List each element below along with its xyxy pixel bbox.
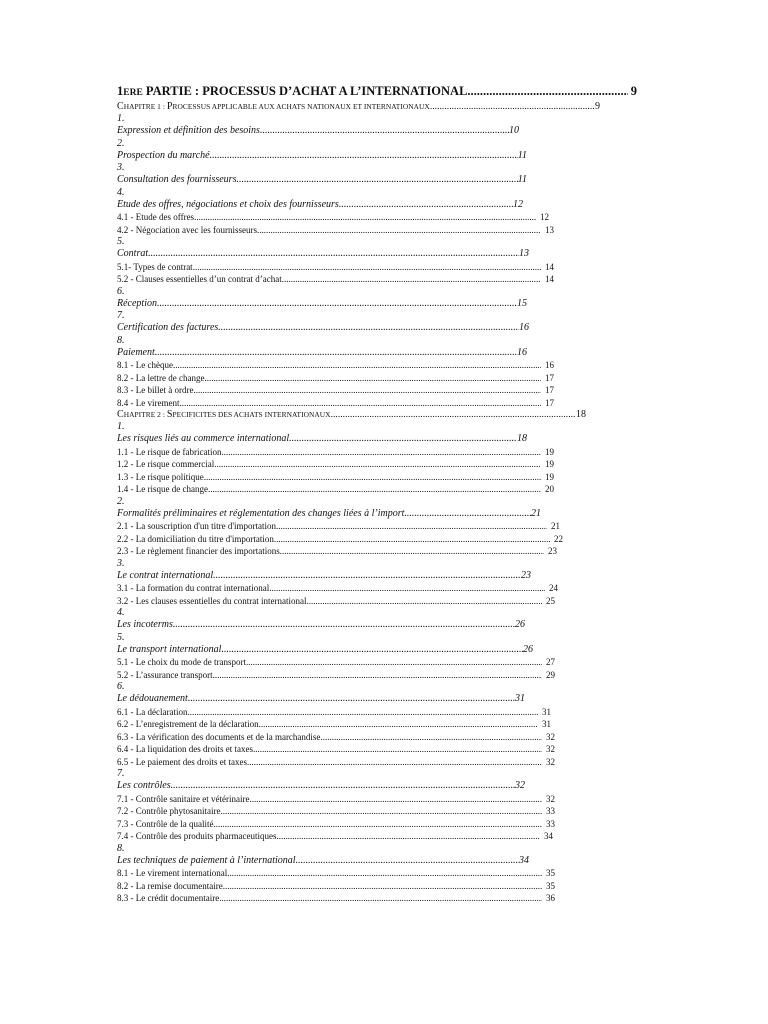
page-number: 32	[546, 744, 555, 754]
page-number: 26	[515, 619, 525, 630]
dot-leader	[236, 174, 517, 187]
dot-leader	[331, 409, 576, 421]
page-number: 17	[545, 397, 554, 408]
page-number: 12	[513, 198, 523, 210]
dot-leader	[467, 82, 627, 101]
page-number: 12	[540, 212, 549, 222]
subsection-entry[interactable]	[117, 756, 555, 769]
section-number: 7.	[117, 310, 125, 321]
entry-title: 1.4 - Le risque de change	[117, 484, 208, 494]
entry-title: 8.1 - Le chèque	[117, 360, 173, 370]
section-entry[interactable]	[117, 644, 533, 657]
entry-title: 1.2 - Le risque commercial	[117, 459, 215, 469]
entry-title: Consultation des fournisseurs	[117, 174, 237, 185]
section-number: 4.	[117, 186, 125, 198]
page-number: 32	[515, 780, 525, 791]
subsection-entry[interactable]	[117, 892, 555, 905]
section-number: 5.	[117, 236, 125, 247]
section-entry[interactable]	[117, 693, 525, 706]
entry-title: 6.3 - La vérification des documents et de la marchandise	[117, 731, 321, 742]
entry-title: 8.2 - La remise documentaire	[117, 880, 223, 891]
entry-title: 4.2 - Négociation avec les fournisseurs	[117, 224, 257, 235]
subsection-entry[interactable]	[117, 731, 555, 744]
entry-title: 5.1- Types de contrat	[117, 261, 193, 272]
section-entry[interactable]	[117, 433, 527, 446]
page-number: 25	[546, 595, 555, 606]
dot-leader	[173, 359, 541, 372]
entry-title: 3.1 - La formation du contrat international	[117, 583, 270, 593]
subsection-entry[interactable]	[117, 224, 554, 237]
section-number: 4.	[117, 607, 125, 618]
section-number: 3.	[117, 162, 125, 173]
table-of-contents	[117, 82, 642, 905]
page-number: 35	[546, 880, 555, 891]
page-number: 20	[545, 484, 554, 494]
dot-leader	[208, 483, 541, 496]
section-entry[interactable]	[117, 347, 527, 360]
entry-title: 6.4 - La liquidation des droits et taxes	[117, 744, 253, 754]
section-entry[interactable]	[117, 125, 519, 138]
section-entry[interactable]	[117, 248, 529, 261]
entry-title: Prospection du marché	[117, 149, 210, 161]
page-number: 29	[546, 669, 555, 680]
entry-title: Les incoterms	[117, 619, 173, 630]
dot-leader	[404, 508, 531, 521]
section-entry[interactable]	[117, 508, 541, 521]
page-number: 16	[545, 360, 554, 370]
subsection-entry[interactable]	[117, 520, 560, 533]
page-number: 34	[519, 854, 529, 866]
entry-title: 1.1 - Le risque de fabrication	[117, 446, 222, 457]
entry-title: Les contrôles	[117, 780, 171, 791]
entry-title: Le dédouanement	[117, 693, 188, 704]
dot-leader	[306, 595, 542, 608]
dot-leader	[157, 298, 517, 311]
section-number: 1.	[117, 113, 125, 124]
page-number: 14	[545, 261, 554, 272]
entry-title: Paiement	[117, 346, 155, 358]
section-number: 3.	[117, 557, 125, 569]
entry-title: 7.4 - Contrôle des produits pharmaceutiques	[117, 831, 277, 841]
toc-entries	[117, 101, 642, 905]
section-entry[interactable]	[117, 619, 525, 632]
page-number: 35	[546, 868, 555, 878]
subsection-entry[interactable]	[117, 211, 549, 224]
section-number: 7.	[117, 768, 125, 779]
subsection-entry[interactable]	[117, 273, 554, 286]
entry-title: Le transport international	[117, 643, 222, 655]
subsection-entry[interactable]	[117, 880, 555, 893]
dot-leader	[179, 397, 541, 410]
dot-leader	[253, 743, 542, 756]
entry-title: 8.2 - La lettre de change	[117, 372, 205, 383]
chapter-entry[interactable]	[117, 409, 586, 421]
part-page-number: 9	[630, 84, 637, 98]
subsection-entry[interactable]	[117, 261, 554, 274]
section-number: 8.	[117, 842, 125, 854]
page-number: 33	[546, 806, 555, 816]
page-number: 16	[519, 322, 529, 333]
section-entry[interactable]	[117, 150, 527, 163]
subsection-entry[interactable]	[117, 446, 554, 459]
entry-title: Les risques liés au commerce international	[117, 433, 290, 444]
entry-title: Contrat	[117, 248, 149, 259]
entry-title: Les techniques de paiement à l’international	[117, 854, 296, 866]
dot-leader	[171, 780, 515, 793]
page-number: 31	[542, 706, 551, 717]
entry-title: 6.5 - Le paiement des droits et taxes	[117, 756, 247, 767]
page-number: 26	[523, 643, 533, 655]
section-number: 6.	[117, 681, 125, 692]
subsection-entry[interactable]	[117, 669, 555, 682]
subsection-entry[interactable]	[117, 384, 554, 397]
entry-title: 8.3 - Le billet à ordre	[117, 385, 194, 395]
dot-leader	[320, 731, 542, 744]
entry-title: Le contrat international	[117, 569, 214, 581]
entry-title: Formalités préliminaires et réglementation des changes liées à l’import	[117, 507, 405, 519]
page-number: 13	[519, 248, 529, 259]
page-number: 9	[594, 101, 600, 112]
section-entry[interactable]	[117, 780, 525, 793]
dot-leader	[193, 384, 541, 397]
subsection-entry[interactable]	[117, 706, 551, 719]
entry-title: Etude des offres, négociations et choix des fournisseurs	[117, 198, 339, 210]
entry-title: 5.2 - Clauses essentielles d’un contrat d’achat	[117, 274, 282, 284]
section-number: 2.	[117, 495, 125, 507]
page-number: 36	[546, 893, 555, 903]
subsection-entry[interactable]	[117, 458, 554, 471]
dot-leader	[219, 892, 542, 905]
dot-leader	[173, 619, 515, 632]
page-number: 19	[545, 446, 554, 457]
subsection-entry[interactable]	[117, 718, 551, 731]
section-entry[interactable]	[117, 855, 529, 868]
dot-leader	[430, 101, 595, 113]
section-number: 5.	[117, 631, 125, 643]
entry-title: 7.3 - Contrôle de la qualité	[117, 818, 214, 829]
subsection-entry[interactable]	[117, 533, 563, 546]
dot-leader	[213, 669, 542, 682]
dot-leader	[246, 656, 542, 669]
dot-leader	[221, 644, 523, 657]
subsection-entry[interactable]	[117, 867, 555, 880]
section-entry[interactable]	[117, 298, 527, 311]
entry-title: CHAPITRE 1 : PROCESSUS APPLICABLE AUX ACHATS NATIONAUX ET INTERNATIONAUX	[117, 101, 430, 112]
section-entry[interactable]	[117, 322, 529, 335]
section-entry[interactable]	[117, 199, 523, 212]
dot-leader	[194, 211, 536, 224]
dot-leader	[296, 855, 519, 868]
entry-title: 2.1 - La souscription d'un titre d'importation	[117, 521, 276, 531]
dot-leader	[247, 756, 542, 769]
dot-leader	[274, 533, 550, 546]
page-number: 32	[546, 731, 555, 742]
dot-leader	[276, 830, 540, 843]
section-entry[interactable]	[117, 570, 531, 583]
entry-title: 6.1 - La déclaration	[117, 706, 188, 717]
dot-leader	[218, 322, 519, 335]
dot-leader	[223, 880, 542, 893]
page-number: 21	[551, 521, 560, 531]
subsection-entry[interactable]	[117, 656, 555, 669]
page-number: 17	[545, 372, 554, 383]
dot-leader	[220, 805, 542, 818]
entry-title: Réception	[117, 297, 157, 309]
subsection-entry[interactable]	[117, 372, 554, 385]
page-number: 16	[517, 346, 527, 358]
page-number: 21	[531, 507, 541, 519]
page-number: 32	[546, 756, 555, 767]
page-number: 31	[542, 719, 551, 729]
page-number: 10	[509, 125, 519, 136]
dot-leader	[221, 446, 541, 459]
page-number: 18	[575, 409, 586, 420]
dot-leader	[260, 125, 509, 138]
part-heading[interactable]	[117, 82, 637, 101]
dot-leader	[204, 471, 541, 484]
entry-title: Certification des factures	[117, 322, 219, 333]
entry-title: 7.1 - Contrôle sanitaire et vétérinaire	[117, 793, 250, 804]
page-number: 33	[546, 818, 555, 829]
subsection-entry[interactable]	[117, 830, 553, 843]
dot-leader	[257, 224, 541, 237]
section-number: 8.	[117, 334, 125, 346]
page-number: 32	[546, 793, 555, 804]
page-number: 19	[545, 471, 554, 482]
dot-leader	[282, 273, 541, 286]
subsection-entry[interactable]	[117, 471, 554, 484]
dot-leader	[339, 199, 513, 212]
page-number: 23	[548, 546, 557, 556]
dot-leader	[227, 867, 542, 880]
dot-leader	[148, 248, 519, 261]
page-number: 34	[544, 831, 553, 841]
subsection-entry[interactable]	[117, 818, 555, 831]
page-number: 23	[521, 569, 531, 581]
subsection-entry[interactable]	[117, 545, 557, 558]
dot-leader	[210, 150, 518, 163]
entry-title: 6.2 - L’enregistrement de la déclaration	[117, 719, 259, 729]
subsection-entry[interactable]	[117, 359, 554, 372]
entry-title: 4.1 - Etude des offres	[117, 212, 195, 222]
dot-leader	[259, 718, 538, 731]
dot-leader	[187, 706, 538, 719]
part-title: 1ERE PARTIE : PROCESSUS D’ACHAT A L’INTERNATIONAL	[117, 84, 468, 98]
dot-leader	[289, 433, 517, 446]
entry-title: 3.2 - Les clauses essentielles du contrat international	[117, 595, 307, 606]
section-number: 2.	[117, 137, 125, 149]
entry-title: 2.3 - Le règlement financier des importations	[117, 546, 280, 556]
dot-leader	[193, 261, 541, 274]
page-number: 19	[545, 459, 554, 469]
dot-leader	[280, 545, 544, 558]
entry-title: 2.2 - La domiciliation du titre d'importation	[117, 533, 274, 544]
dot-leader	[214, 458, 541, 471]
section-entry[interactable]	[117, 174, 527, 187]
subsection-entry[interactable]	[117, 743, 555, 756]
subsection-entry[interactable]	[117, 483, 554, 496]
dot-leader	[204, 372, 541, 385]
entry-title: Expression et définition des besoins	[117, 125, 260, 136]
page-number: 22	[554, 533, 563, 544]
entry-title: 8.3 - Le crédit documentaire	[117, 893, 220, 903]
page-number: 13	[545, 224, 554, 235]
entry-title: 1.3 - Le risque politique	[117, 471, 204, 482]
entry-title: 7.2 - Contrôle phytosanitaire	[117, 806, 221, 816]
subsection-entry[interactable]	[117, 397, 554, 410]
entry-title: 5.1 - Le choix du mode de transport	[117, 657, 246, 667]
subsection-entry[interactable]	[117, 582, 558, 595]
dot-leader	[276, 520, 547, 533]
page-number: 24	[549, 583, 558, 593]
page-number: 31	[515, 693, 525, 704]
chapter-entry[interactable]	[117, 101, 600, 113]
section-number: 6.	[117, 285, 125, 297]
entry-title: 5.2 - L’assurance transport	[117, 669, 213, 680]
subsection-entry[interactable]	[117, 793, 555, 806]
page-number: 11	[517, 174, 527, 185]
dot-leader	[213, 818, 542, 831]
dot-leader	[249, 793, 542, 806]
page-number: 18	[517, 433, 527, 444]
section-number: 1.	[117, 421, 125, 432]
page-number: 27	[546, 657, 555, 667]
page-number: 17	[545, 385, 554, 395]
page-number: 14	[545, 274, 554, 284]
dot-leader	[188, 693, 515, 706]
entry-title: 8.1 - Le virement international	[117, 868, 228, 878]
dot-leader	[155, 347, 517, 360]
entry-title: CHAPITRE 2 : SPECIFICITES DES ACHATS INTERNATIONAUX	[117, 409, 331, 420]
page-number: 11	[517, 149, 527, 161]
dot-leader	[269, 582, 545, 595]
dot-leader	[213, 570, 521, 583]
subsection-entry[interactable]	[117, 805, 555, 818]
page-number: 15	[517, 297, 527, 309]
entry-title: 8.4 - Le virement	[117, 397, 180, 408]
subsection-entry[interactable]	[117, 595, 555, 608]
